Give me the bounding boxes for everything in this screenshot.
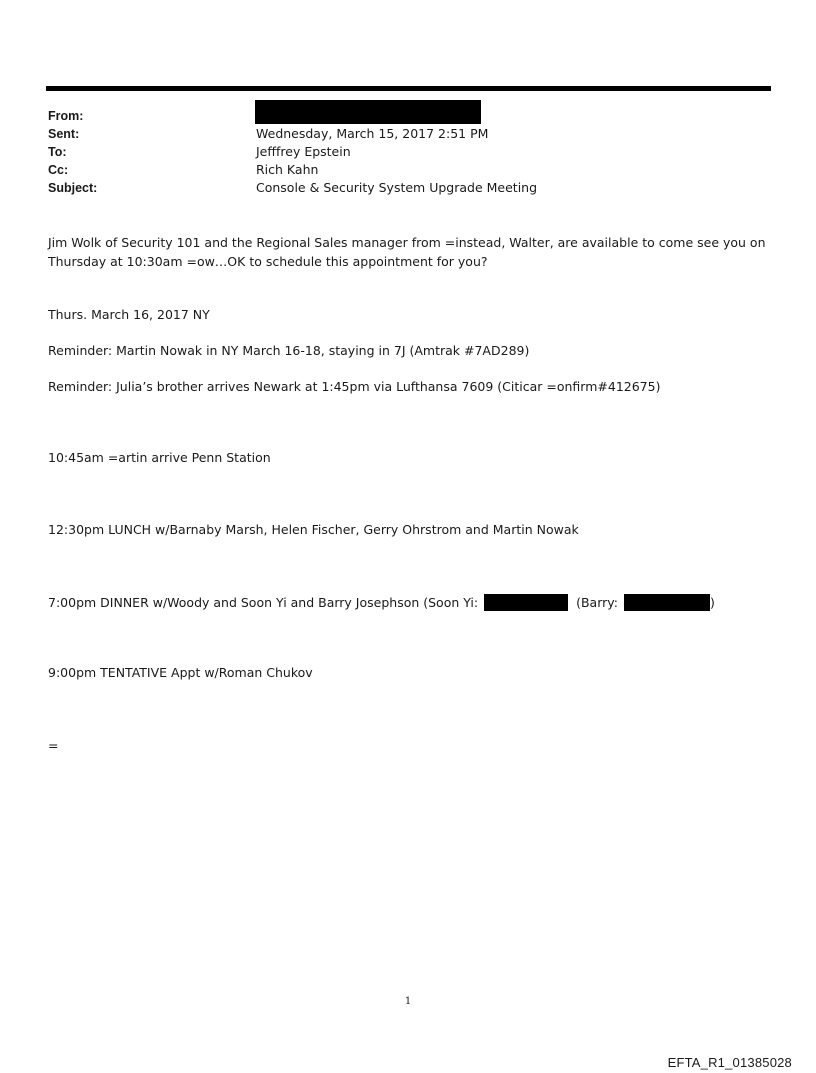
trailing-equals: = <box>48 738 59 753</box>
dinner-text: 7:00pm DINNER w/Woody and Soon Yi and Barry Josephson (Soon Yi: <box>48 595 479 610</box>
to-label: To: <box>48 145 67 159</box>
document-id: EFTA_R1_01385028 <box>667 1055 792 1070</box>
schedule-date: Thurs. March 16, 2017 NY <box>48 307 210 322</box>
sent-label: Sent: <box>48 127 80 141</box>
from-redaction <box>255 100 481 124</box>
dinner-close-paren: ) <box>709 595 715 610</box>
intro-line-2: Thursday at 10:30am =ow…OK to schedule this appointment for you? <box>48 254 488 269</box>
event-dinner <box>48 593 715 612</box>
soon-yi-redaction <box>484 594 568 611</box>
cc-label: Cc: <box>48 163 69 177</box>
header-rule <box>46 86 771 91</box>
subject-label: Subject: <box>48 181 98 195</box>
barry-redaction <box>624 594 710 611</box>
event-penn-station: 10:45am =artin arrive Penn Station <box>48 450 271 465</box>
intro-paragraph <box>48 233 766 271</box>
cc-value: Rich Kahn <box>256 162 319 177</box>
from-label: From: <box>48 109 84 123</box>
to-value: Jefffrey Epstein <box>256 144 351 159</box>
reminder-martin: Reminder: Martin Nowak in NY March 16-18, staying in 7J (Amtrak #7AD289) <box>48 343 530 358</box>
subject-value: Console & Security System Upgrade Meeting <box>256 180 538 195</box>
intro-line-1: Jim Wolk of Security 101 and the Regional Sales manager from =instead, Walter, are available to come see you on <box>48 235 766 250</box>
event-tentative: 9:00pm TENTATIVE Appt w/Roman Chukov <box>48 665 313 680</box>
page-number: 1 <box>404 996 412 1007</box>
sent-value: Wednesday, March 15, 2017 2:51 PM <box>256 126 489 141</box>
reminder-julia: Reminder: Julia’s brother arrives Newark at 1:45pm via Lufthansa 7609 (Citicar =onfirm#412675) <box>48 379 661 394</box>
barry-label: (Barry: <box>576 595 618 610</box>
event-lunch: 12:30pm LUNCH w/Barnaby Marsh, Helen Fischer, Gerry Ohrstrom and Martin Nowak <box>48 522 579 537</box>
